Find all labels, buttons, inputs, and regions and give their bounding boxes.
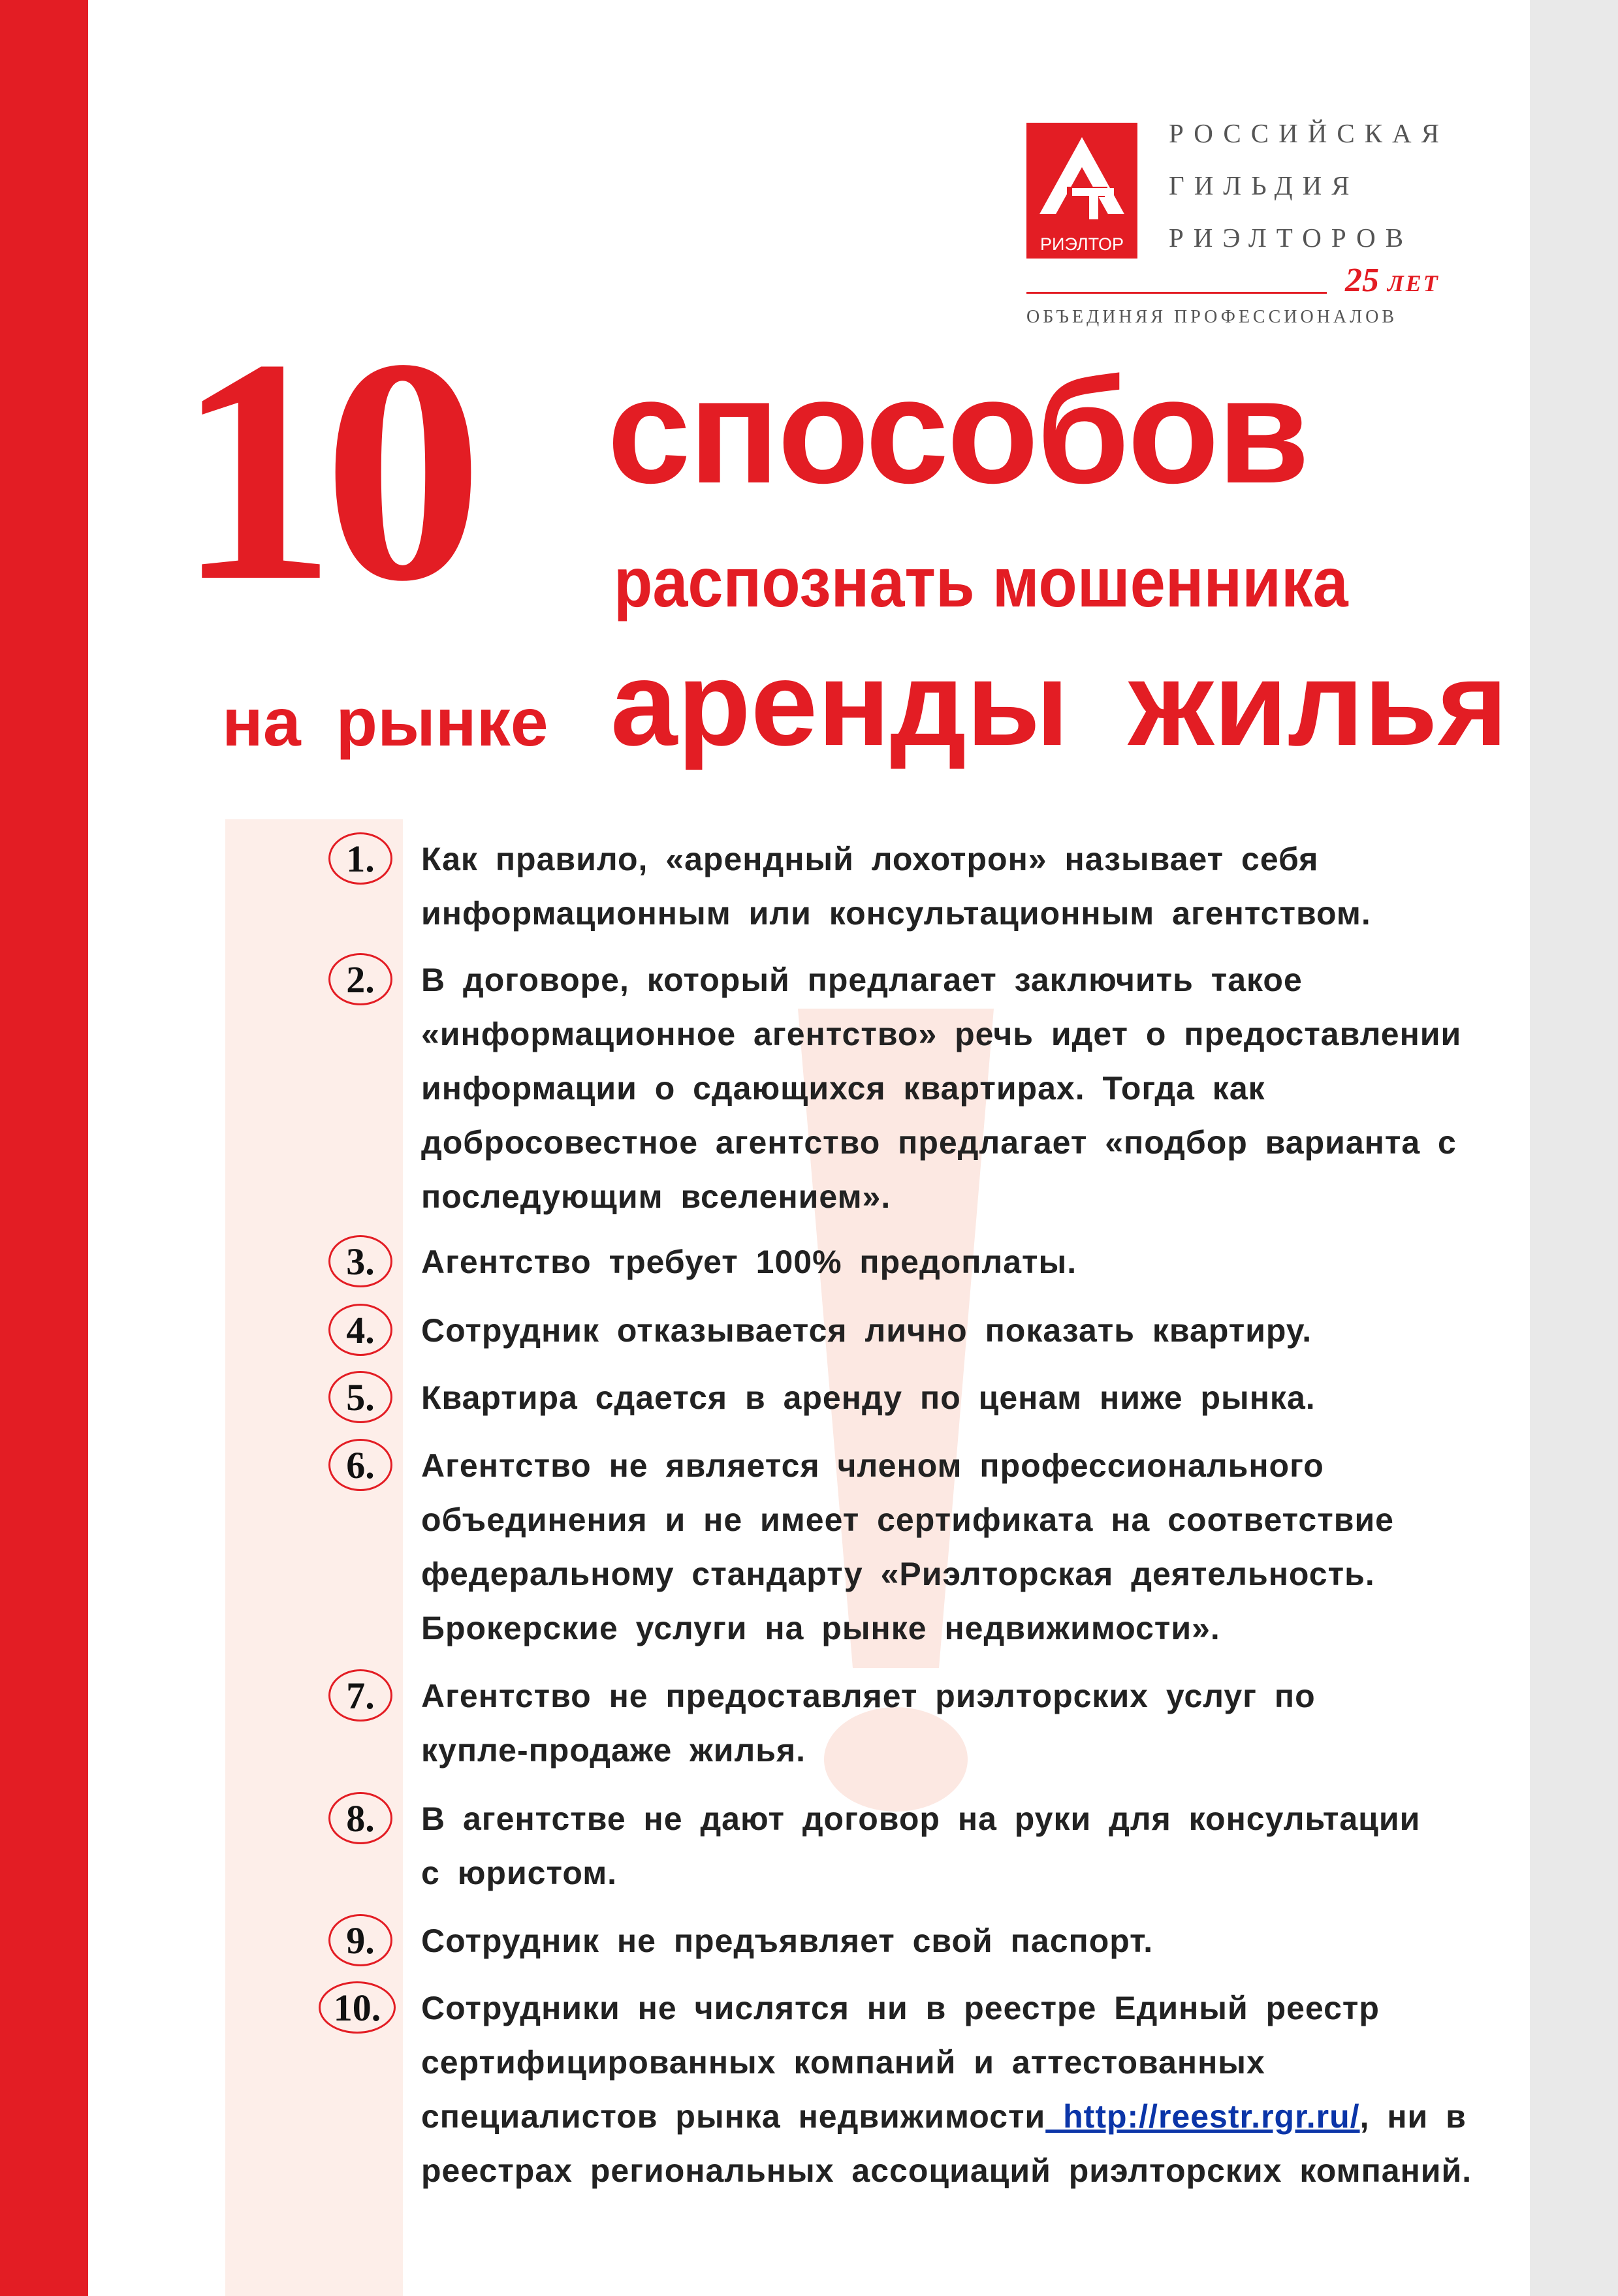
item-number-8: 8. bbox=[328, 1792, 392, 1844]
headline-number: 10 bbox=[176, 292, 470, 647]
list-item-7: Агентство не предоставляет риэлторских услуг по купле-продаже жилья. bbox=[421, 1678, 1316, 1769]
item-number-2: 2. bbox=[328, 953, 392, 1005]
right-gray-strip bbox=[1530, 0, 1618, 2296]
logo-mark-icon bbox=[1026, 123, 1137, 234]
years-number: 25 bbox=[1345, 262, 1379, 299]
logo-rule bbox=[1026, 292, 1327, 294]
headline-line2: распознать мошенника bbox=[614, 543, 1348, 621]
list-item-2: В договоре, который предлагает заключить такое «информационное агентство» речь идет о предоставлении информации о сдающихся квартирах. Тогда как добросовестное агентство предлагает «подбор варианта с последующим вселением». bbox=[421, 962, 1462, 1215]
list-item-10-text-before: Сотрудники не числятся ни в реестре Единый реестр сертифицированных компаний и аттестованных специалистов рынка недвижимости bbox=[421, 1990, 1380, 2135]
rgr-logo bbox=[1026, 123, 1137, 259]
left-red-bar bbox=[0, 0, 88, 2296]
tagline: ОБЪЕДИНЯЯ ПРОФЕССИОНАЛОВ bbox=[1026, 307, 1398, 327]
item-number-5: 5. bbox=[328, 1371, 392, 1423]
list-item-3: Агентство требует 100% предоплаты. bbox=[421, 1244, 1077, 1280]
logo-caption: РИЭЛТОР bbox=[1040, 234, 1124, 254]
item-number-3: 3. bbox=[328, 1235, 392, 1287]
item-number-6: 6. bbox=[328, 1439, 392, 1491]
years-word: ЛЕТ bbox=[1388, 270, 1440, 296]
list-item-10-text-after: , ни в реестрах региональных ассоциаций риэлторских компаний. bbox=[421, 2098, 1472, 2189]
list-item-5: Квартира сдается в аренду по ценам ниже рынка. bbox=[421, 1379, 1316, 1416]
org-name-line3: РИЭЛТОРОВ bbox=[1169, 223, 1414, 253]
item-number-9: 9. bbox=[328, 1914, 392, 1966]
list-item-6: Агентство не является членом профессионального объединения и не имеет сертификата на соответствие федеральному стандарту «Риэлторская деятельность. Брокерские услуги на рынке недвижимости». bbox=[421, 1447, 1394, 1646]
list-item-9: Сотрудник не предъявляет свой паспорт. bbox=[421, 1923, 1154, 1959]
item-number-4: 4. bbox=[328, 1304, 392, 1356]
list-item-4: Сотрудник отказывается лично показать квартиру. bbox=[421, 1312, 1312, 1349]
headline-line3-left: на рынке bbox=[222, 685, 548, 761]
item-number-1: 1. bbox=[328, 832, 392, 885]
registry-link[interactable]: http://reestr.rgr.ru/ bbox=[1045, 2098, 1360, 2135]
org-name-line1: РОССИЙСКАЯ bbox=[1169, 118, 1449, 148]
background-pink-column bbox=[225, 819, 403, 2296]
headline-line1: способов bbox=[607, 347, 1308, 514]
list-item-8: В агентстве не дают договор на руки для консультации с юристом. bbox=[421, 1801, 1421, 1891]
anniversary-label bbox=[1345, 261, 1440, 300]
headline-line3-right: аренды жилья bbox=[611, 636, 1508, 770]
item-number-7: 7. bbox=[328, 1669, 392, 1722]
item-number-10: 10. bbox=[319, 1981, 396, 2034]
list-item-1: Как правило, «арендный лохотрон» называет себя информационным или консультационным агентством. bbox=[421, 841, 1371, 932]
list-item-10 bbox=[421, 1981, 1505, 2198]
org-name-line2: ГИЛЬДИЯ bbox=[1169, 170, 1359, 200]
